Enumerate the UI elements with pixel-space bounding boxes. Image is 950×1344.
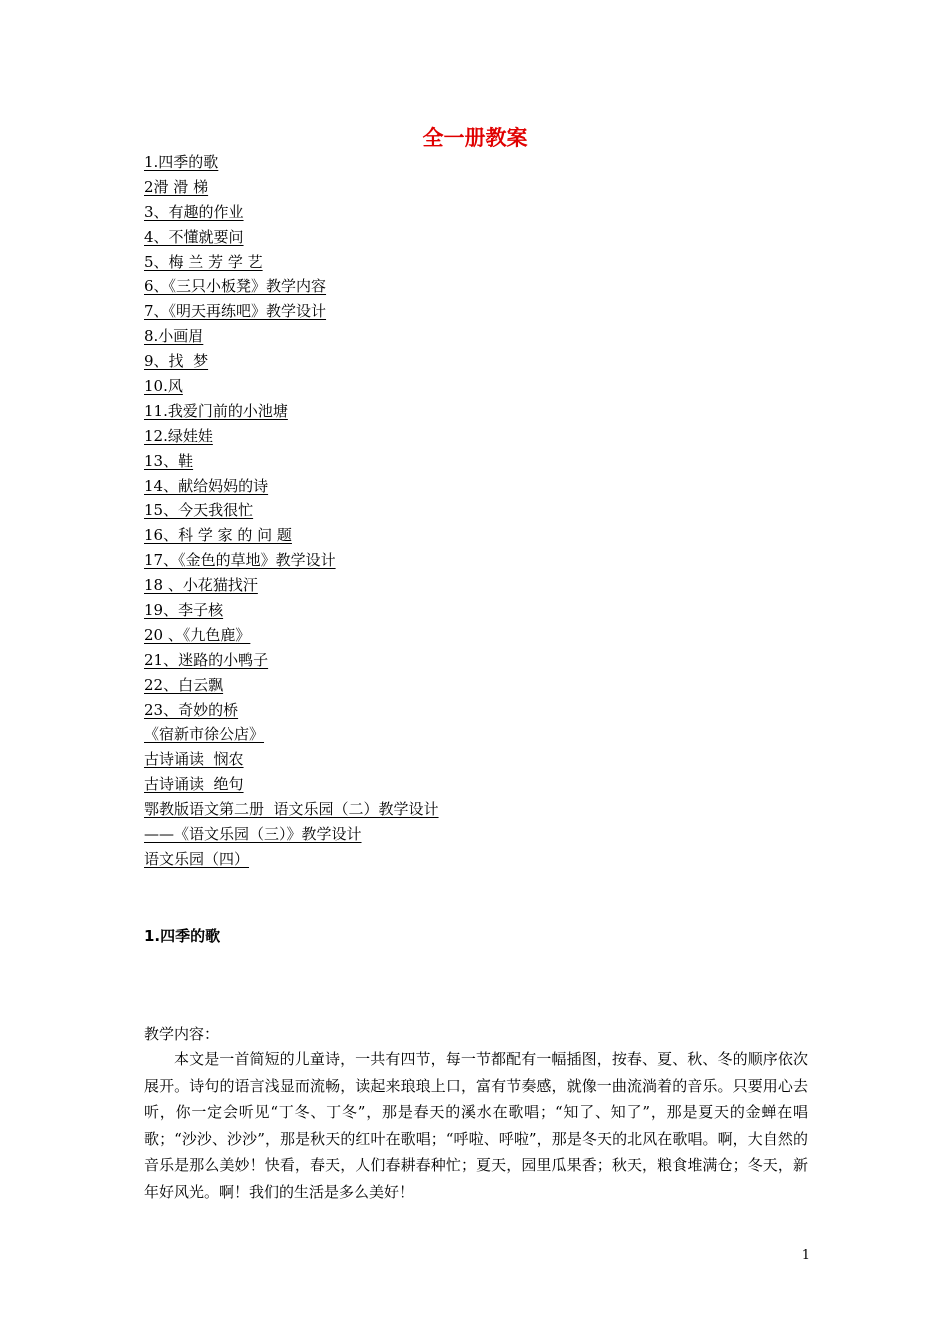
toc-item [144, 797, 439, 822]
toc-item [144, 847, 439, 872]
toc-link[interactable]: 11.我爱门前的小池塘 [144, 401, 288, 420]
toc-link[interactable]: 10.风 [144, 377, 183, 396]
toc-item [144, 399, 439, 424]
toc-link[interactable]: 鄂教版语文第二册 语文乐园（二）教学设计 [144, 800, 439, 819]
toc-link[interactable]: 13、鞋 [144, 451, 194, 470]
toc-link[interactable]: 4、不懂就要问 [144, 227, 244, 246]
toc-link[interactable]: 19、李子核 [144, 601, 224, 620]
toc-link[interactable]: 7、《明天再练吧》教学设计 [144, 302, 327, 321]
toc-item [144, 573, 439, 598]
toc-item [144, 200, 439, 225]
toc-item [144, 250, 439, 275]
toc-link[interactable]: 18 、小花猫找汗 [144, 576, 258, 595]
toc-link[interactable]: 古诗诵读 绝句 [144, 775, 244, 794]
toc-item [144, 722, 439, 747]
toc-link[interactable]: 3、有趣的作业 [144, 202, 244, 221]
toc-link[interactable]: 21、迷路的小鸭子 [144, 650, 269, 669]
toc-item [144, 175, 439, 200]
table-of-contents [144, 150, 439, 872]
toc-item [144, 225, 439, 250]
toc-link[interactable]: 6、《三只小板凳》教学内容 [144, 277, 327, 296]
page-title: 全一册教案 [422, 126, 528, 150]
toc-item [144, 673, 439, 698]
toc-link[interactable]: 5、梅 兰 芳 学 艺 [144, 252, 263, 271]
toc-link[interactable]: 12.绿娃娃 [144, 426, 213, 445]
toc-link[interactable]: 23、奇妙的桥 [144, 700, 239, 719]
section-heading: 1.四季的歌 [144, 927, 221, 945]
toc-item [144, 449, 439, 474]
toc-link[interactable]: 20 、《九色鹿》 [144, 625, 251, 644]
toc-item [144, 324, 439, 349]
toc-item [144, 548, 439, 573]
toc-link[interactable]: 古诗诵读 悯农 [144, 750, 244, 769]
page-number: 1 [801, 1248, 810, 1263]
toc-link[interactable]: 语文乐园（四） [144, 849, 250, 868]
toc-link[interactable]: 8.小画眉 [144, 327, 204, 346]
toc-link[interactable]: 22、白云飘 [144, 675, 224, 694]
toc-item [144, 374, 439, 399]
toc-item [144, 299, 439, 324]
toc-item [144, 747, 439, 772]
toc-link[interactable]: 《宿新市徐公店》 [144, 725, 265, 744]
toc-item [144, 424, 439, 449]
toc-link[interactable]: ——《语文乐园（三）》教学设计 [144, 825, 362, 844]
content-paragraph: 本文是一首简短的儿童诗，一共有四节，每一节都配有一幅插图，按春、夏、秋、冬的顺序依次展开。诗句的语言浅显而流畅，读起来琅琅上口，富有节奏感，就像一曲流淌着的音乐。只要用心去听，你一定会听见“丁冬、丁冬”，那是春天的溪水在歌唱；“知了、知了”，那是夏天的金蝉在唱歌；“沙沙、沙沙”，那是秋天的红叶在歌唱；“呼啦、呼啦”，那是冬天的北风在歌唱。啊，大自然的音乐是那么美妙！快看，春天，人们春耕春种忙；夏天，园里瓜果香；秋天，粮食堆满仓；冬天，新年好风光。啊！我们的生活是多么美好！ [144, 1050, 808, 1201]
toc-link[interactable]: 15、今天我很忙 [144, 501, 254, 520]
toc-link[interactable]: 9、找 梦 [144, 352, 209, 371]
toc-link[interactable]: 14、献给妈妈的诗 [144, 476, 269, 495]
toc-item [144, 822, 439, 847]
toc-item [144, 648, 439, 673]
toc-link[interactable]: 16、科 学 家 的 问 题 [144, 526, 292, 545]
toc-item [144, 772, 439, 797]
toc-link[interactable]: 2滑 滑 梯 [144, 177, 209, 196]
toc-item [144, 623, 439, 648]
content-label: 教学内容： [144, 1025, 220, 1043]
toc-link[interactable]: 17、《金色的草地》教学设计 [144, 551, 336, 570]
toc-item [144, 150, 439, 175]
toc-item [144, 523, 439, 548]
toc-item [144, 498, 439, 523]
toc-item [144, 349, 439, 374]
toc-item [144, 698, 439, 723]
toc-item [144, 474, 439, 499]
toc-item [144, 598, 439, 623]
toc-item [144, 274, 439, 299]
toc-link[interactable]: 1.四季的歌 [144, 153, 219, 171]
